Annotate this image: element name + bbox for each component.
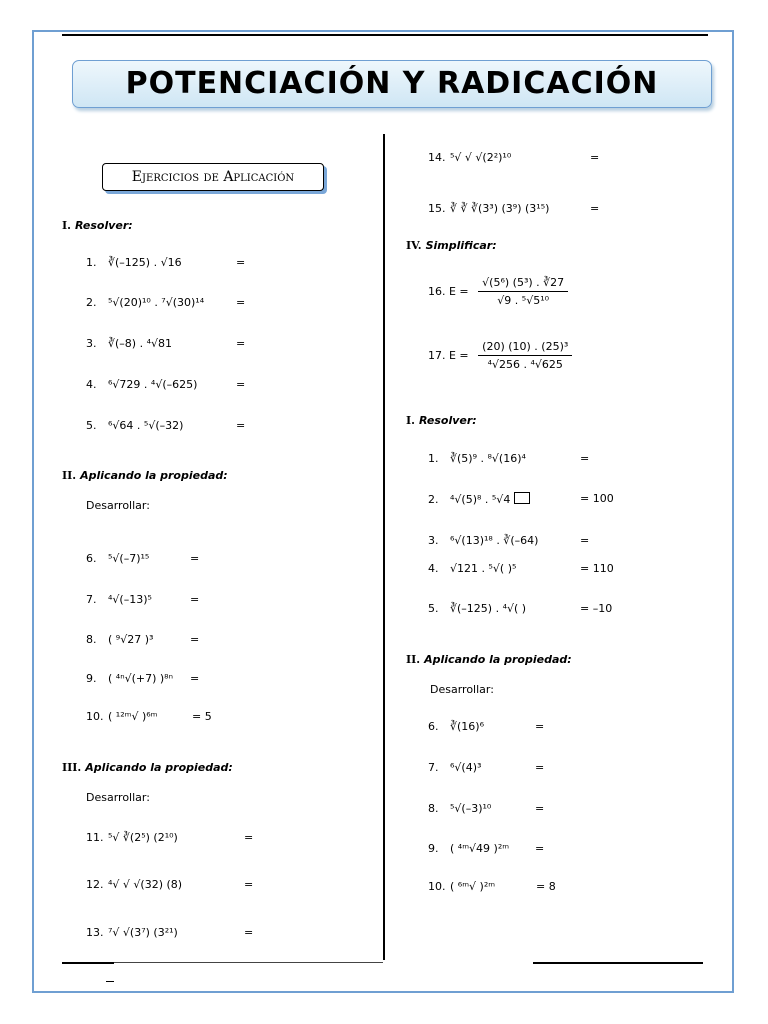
page-title: POTENCIACIÓN Y RADICACIÓN (72, 60, 712, 108)
exercise-item: 9. ( ⁴ⁿ√(+7) )⁸ⁿ (86, 672, 173, 685)
section-heading: I. Resolver: (406, 414, 477, 427)
exercise-item: 5. ⁶√64 . ⁵√(–32) (86, 419, 184, 432)
section-box-label: Ejercicios de Aplicación (102, 163, 324, 191)
exercise-item: 1. ∛(–125) . √16 (86, 256, 182, 269)
equals: = (580, 534, 590, 547)
exercise-item: 10. ( ⁶ᵐ√ )²ᵐ (428, 880, 496, 893)
blank-box (514, 492, 530, 504)
equals: = (190, 593, 200, 606)
exercise-item: 6. ⁵√(–7)¹⁵ (86, 552, 150, 565)
equals: = (590, 202, 600, 215)
column-divider (383, 134, 385, 960)
exercise-item: 7. ⁴√(–13)⁵ (86, 593, 152, 606)
exercise-item: 2. ⁵√(20)¹⁰ . ⁷√(30)¹⁴ (86, 296, 205, 309)
section-subheading: Desarrollar: (430, 683, 494, 696)
exercise-item: 8. ⁵√(–3)¹⁰ (428, 802, 492, 815)
equals: = (190, 672, 200, 685)
exercise-item: 1. ∛(5)⁹ . ⁸√(16)⁴ (428, 452, 526, 465)
equals: = –10 (580, 602, 613, 615)
equals: = (244, 926, 254, 939)
exercise-item: 3. ∛(–8) . ⁴√81 (86, 337, 172, 350)
equals: = (236, 337, 246, 350)
exercise-item: 13. ⁷√ √(3⁷) (3²¹) (86, 926, 178, 939)
bottom-rule-right (533, 962, 703, 964)
exercise-item: 15. ∛ ∛ ∛(3³) (3⁹) (3¹⁵) (428, 202, 550, 215)
exercise-item: 4. √121 . ⁵√( )⁵ (428, 562, 517, 575)
equals: = 100 (580, 492, 614, 505)
exercise-item: 7. ⁶√(4)³ (428, 761, 482, 774)
top-rule (62, 34, 708, 36)
exercise-item: 2. ⁴√(5)⁸ . ⁵√4 (428, 492, 530, 506)
equals: = (244, 831, 254, 844)
equals: = (244, 878, 254, 891)
section-subheading: Desarrollar: (86, 499, 150, 512)
equals: = (236, 419, 246, 432)
exercise-item: 16. E = $\frac{\text{√(5⁶) (5³) . ∛27}}{\text{√9 . ⁵√5¹⁰}}$ (428, 276, 568, 307)
exercise-item: 5. ∛(–125) . ⁴√( ) (428, 602, 527, 615)
exercise-item: 14. ⁵√ √ √(2²)¹⁰ (428, 151, 512, 164)
equals: = (590, 151, 600, 164)
equals: = (236, 296, 246, 309)
bottom-rule-left (62, 962, 114, 964)
exercise-item: 17. E = $\frac{\text{(20) (10) . (25)³}}{\text{⁴√256 . ⁴√625}}$ (428, 340, 572, 371)
exercise-item: 8. ( ⁹√27 )³ (86, 633, 154, 646)
section-heading: IV. Simplificar: (406, 239, 497, 252)
equals: = (236, 378, 246, 391)
equals: = (580, 452, 590, 465)
equals: = 8 (536, 880, 556, 893)
equals: = 5 (192, 710, 212, 723)
footer-dash (106, 981, 114, 982)
section-heading: II. Aplicando la propiedad: (406, 653, 572, 666)
equals: = (535, 802, 545, 815)
exercise-item: 12. ⁴√ √ √(32) (8) (86, 878, 183, 891)
exercise-item: 3. ⁶√(13)¹⁸ . ∛(–64) (428, 534, 539, 547)
exercise-item: 6. ∛(16)⁶ (428, 720, 484, 733)
section-heading: II. Aplicando la propiedad: (62, 469, 228, 482)
equals: = (190, 552, 200, 565)
exercise-item: 11. ⁵√ ∛(2⁵) (2¹⁰) (86, 831, 178, 844)
equals: = 110 (580, 562, 614, 575)
equals: = (535, 720, 545, 733)
equals: = (535, 842, 545, 855)
exercise-item: 9. ( ⁴ᵐ√49 )²ᵐ (428, 842, 510, 855)
section-heading: III. Aplicando la propiedad: (62, 761, 233, 774)
equals: = (236, 256, 246, 269)
exercise-item: 10. ( ¹²ᵐ√ )⁶ᵐ (86, 710, 158, 723)
section-heading: I. Resolver: (62, 219, 133, 232)
section-subheading: Desarrollar: (86, 791, 150, 804)
equals: = (535, 761, 545, 774)
equals: = (190, 633, 200, 646)
exercise-item: 4. ⁶√729 . ⁴√(–625) (86, 378, 198, 391)
bottom-rule-mid (114, 962, 383, 963)
